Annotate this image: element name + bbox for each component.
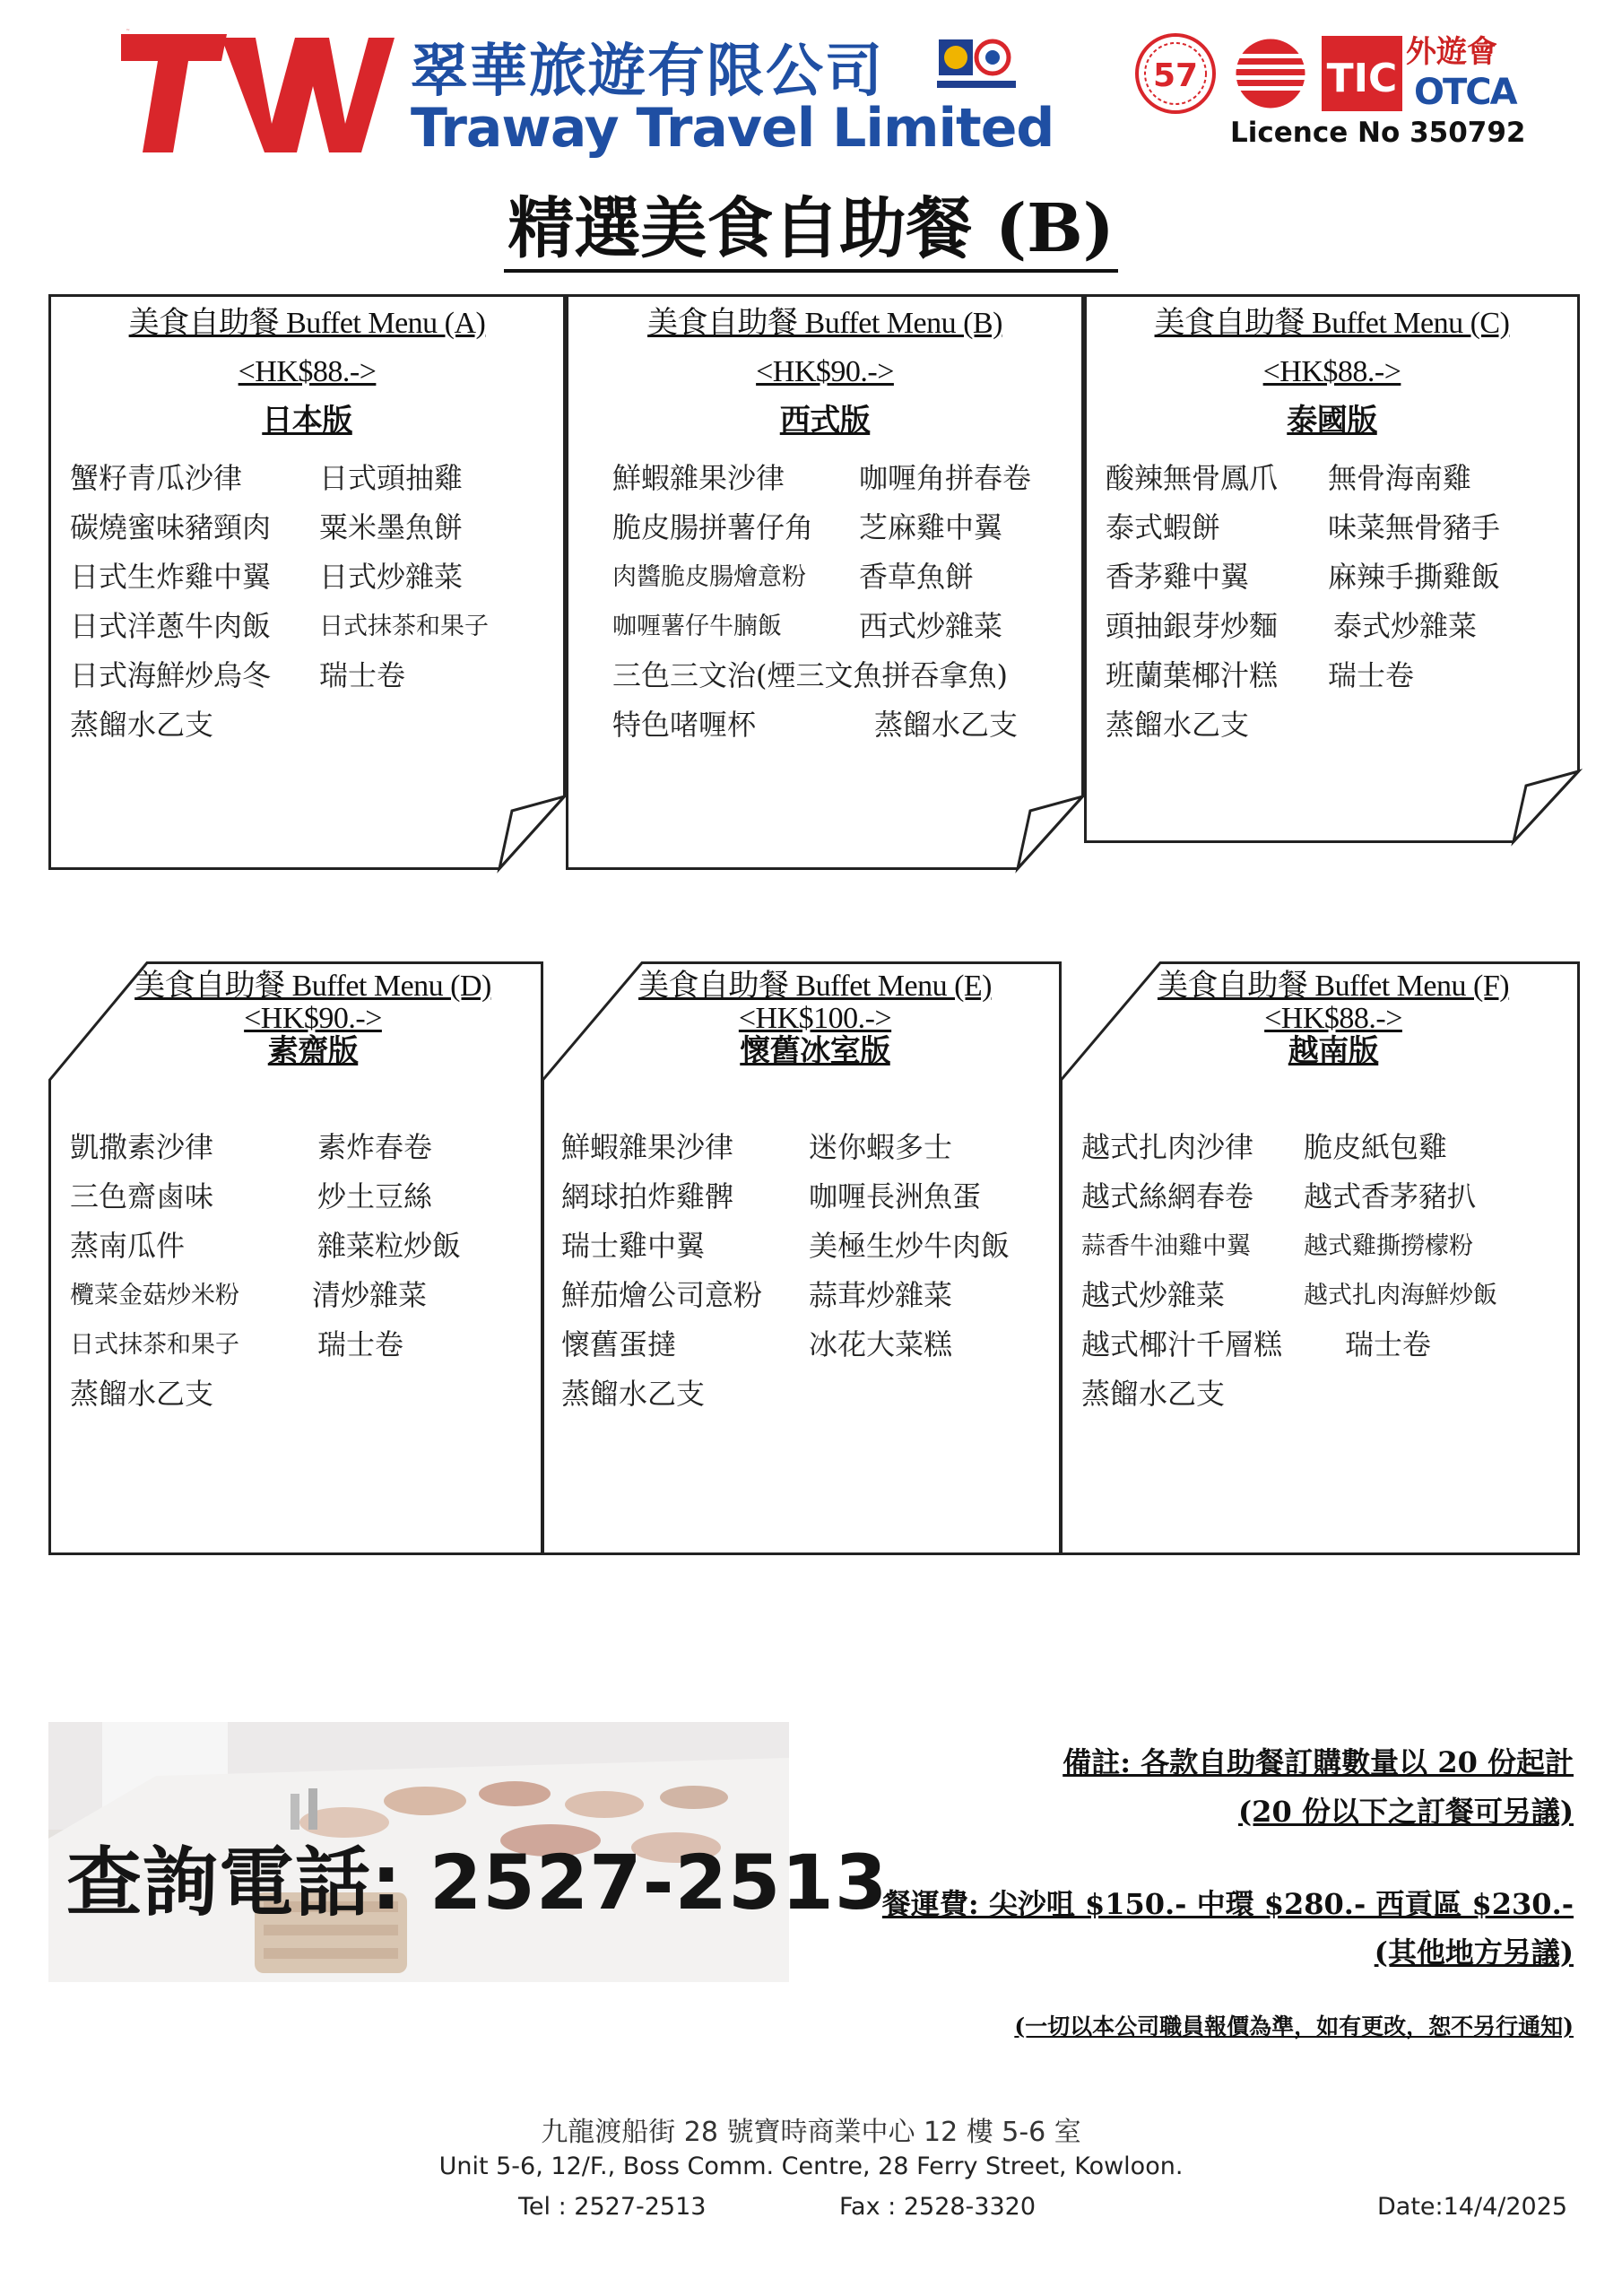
dish-item: 越式雞撕撈檬粉 [1304,1232,1473,1260]
menu-header [568,970,1062,1067]
dish-item: 日式炒雜菜 [319,560,464,594]
dish-item: 芝麻雞中翼 [859,510,1003,544]
dish-item: 三色三文治(煙三文魚拼吞拿魚) [612,658,1008,692]
dish-item: 蟹籽青瓜沙律 [70,461,243,495]
dish-item: 炒土豆絲 [317,1179,433,1213]
traway-logo [121,30,395,152]
dish-item: 香草魚餅 [859,560,975,594]
page-title: 精選美食自助餐 (B) [0,176,1622,271]
dish-item: 咖喱薯仔牛腩飯 [612,613,782,640]
dish-item: 雜菜粒炒飯 [317,1229,462,1263]
dish-item: 蒸餾水乙支 [70,1377,214,1411]
iso-certification-icon [937,36,1016,95]
menu-price: <HK$88.-> [238,355,377,388]
dish-item: 蒸南瓜件 [70,1229,186,1263]
dish-item: 瑞士卷 [1345,1327,1432,1361]
menu-version: 素齋版 [267,1033,359,1069]
dish-item: 越式椰汁千層糕 [1081,1327,1283,1361]
dish-item: 欖菜金菇炒米粉 [70,1282,239,1309]
menu-box-a [48,294,566,870]
dish-item: 越式扎肉沙律 [1081,1130,1254,1164]
dish-item: 肉醬脆皮腸燴意粉 [612,563,806,591]
dish-item: 瑞士雞中翼 [561,1229,706,1263]
dish-item: 鮮蝦雜果沙律 [612,461,785,495]
dish-item: 蒸餾水乙支 [561,1377,706,1411]
dish-item: 班蘭葉椰汁糕 [1106,658,1279,692]
dish-item: 碳燒蜜味豬頸肉 [70,510,272,544]
dish-item: 迷你蝦多士 [809,1130,953,1164]
dish-item: 懷舊蛋撻 [561,1327,677,1361]
enquiry-phone: 查詢電話: 2527-2513 [66,1839,889,1926]
dish-item: 三色齋鹵味 [70,1179,214,1213]
menu-name: 美食自助餐 Buffet Menu (B) [647,307,1002,340]
dish-item: 蒸餾水乙支 [70,708,214,742]
dish-item: 清炒雜菜 [312,1278,428,1312]
menu-version: 懷舊冰室版 [740,1033,890,1069]
menu-name: 美食自助餐 Buffet Menu (E) [638,970,992,1003]
dish-item: 西式炒雜菜 [859,609,1003,643]
enquiry-banner [48,1722,889,1982]
dish-item: 特色啫喱杯 [612,708,757,742]
dish-item: 日式頭抽雞 [319,461,464,495]
globe-icon [1231,34,1310,113]
menu-header [82,970,543,1067]
menu-version: 西式版 [779,403,871,439]
dish-item: 越式絲網春卷 [1081,1179,1254,1213]
dish-item: 粟米墨魚餅 [319,510,464,544]
menu-header [48,300,566,445]
dish-item: 麻辣手撕雞飯 [1328,560,1501,594]
dish-item: 日式生炸雞中翼 [70,560,272,594]
dish-item: 素炸春卷 [317,1130,433,1164]
menu-name: 美食自助餐 Buffet Menu (A) [128,307,486,340]
menu-header [566,300,1084,445]
dish-item: 美極生炒牛肉飯 [809,1229,1010,1263]
dish-item: 脆皮紙包雞 [1304,1130,1448,1164]
dish-item: 咖喱長洲魚蛋 [809,1179,982,1213]
dish-item: 瑞士卷 [317,1327,404,1361]
menu-price: <HK$90.-> [756,355,894,388]
dish-item: 蒸餾水乙支 [874,708,1019,742]
menu-header [1084,300,1580,445]
dish-item: 蒜香牛油雞中翼 [1081,1232,1251,1260]
licence-number: Licence No 350792 [1230,117,1526,149]
menu-box-f [1060,961,1580,1555]
otca-name-en: OTCA [1414,72,1516,113]
dish-item: 味菜無骨豬手 [1328,510,1501,544]
dish-item: 無骨海南雞 [1328,461,1472,495]
menu-version: 越南版 [1288,1033,1379,1069]
dish-item: 頭抽銀芽炒麵 [1106,609,1279,643]
menu-header [1087,970,1580,1067]
menu-name: 美食自助餐 Buffet Menu (D) [134,970,491,1003]
dish-item: 瑞士卷 [1328,658,1415,692]
company-name-en: Traway Travel Limited [411,97,1054,160]
menu-box-d [48,961,543,1555]
dish-item: 蒜茸炒雜菜 [809,1278,953,1312]
dish-item: 越式香茅豬扒 [1304,1179,1477,1213]
note-delivery-fee-sub: (其他地方另議) [1374,1935,1574,1970]
menu-version: 日本版 [262,403,352,439]
footer-tel: Tel : 2527-2513 [518,2193,707,2221]
footer-date: Date:14/4/2025 [1377,2193,1568,2221]
footer-address-cn: 九龍渡船街 28 號寶時商業中心 12 樓 5-6 室 [541,2117,1081,2148]
menu-name: 美食自助餐 Buffet Menu (F) [1157,970,1510,1003]
dish-item: 越式炒雜菜 [1081,1278,1226,1312]
note-delivery-fee: 餐運費: 尖沙咀 $150.- 中環 $280.- 西貢區 $230.- [881,1887,1574,1921]
anniversary-badge-icon [1134,32,1217,115]
menu-price: <HK$88.-> [1262,355,1401,388]
menu-name: 美食自助餐 Buffet Menu (C) [1154,307,1510,340]
dish-item: 日式抹茶和果子 [319,613,489,640]
tic-logo-icon [1322,36,1402,111]
menu-price: <HK$100.-> [738,1002,892,1035]
dish-item: 冰花大菜糕 [809,1327,953,1361]
footer-fax: Fax : 2528-3320 [839,2193,1037,2221]
dish-item: 香茅雞中翼 [1106,560,1250,594]
dish-item: 日式抹茶和果子 [70,1331,239,1359]
dish-item: 鮮蝦雜果沙律 [561,1130,734,1164]
logo-text: TW [126,30,130,31]
dish-item: 瑞士卷 [319,658,406,692]
dish-item: 泰式蝦餅 [1106,510,1221,544]
dish-item: 日式洋蔥牛肉飯 [70,609,272,643]
tic-text: TIC [1326,56,1398,101]
dish-item: 凱撒素沙律 [70,1130,214,1164]
note-minimum-order: 備註: 各款自助餐訂購數量以 20 份起計 [1063,1745,1574,1779]
company-name-cn: 翠華旅遊有限公司 [411,39,884,105]
menu-box-e [542,961,1062,1555]
anniversary-number: 57 [1152,57,1199,94]
note-minimum-order-sub: (20 份以下之訂餐可另議) [1238,1795,1574,1829]
dish-item: 越式扎肉海鮮炒飯 [1304,1282,1497,1309]
menu-price: <HK$88.-> [1264,1002,1402,1035]
dish-item: 蒸餾水乙支 [1081,1377,1226,1411]
dish-item: 日式海鮮炒烏冬 [70,658,272,692]
dish-item: 咖喱角拼春卷 [859,461,1032,495]
dish-item: 脆皮腸拼薯仔角 [612,510,814,544]
menu-box-c [1084,294,1580,843]
menu-price: <HK$90.-> [244,1002,382,1035]
otca-name-cn: 外遊會 [1406,34,1497,70]
menu-version: 泰國版 [1287,403,1377,439]
note-disclaimer: (一切以本公司職員報價為準，如有更改，恕不另行通知) [1014,2013,1574,2039]
dish-item: 鮮茄燴公司意粉 [561,1278,763,1312]
footer-address-en: Unit 5-6, 12/F., Boss Comm. Centre, 28 Ferry Street, Kowloon. [438,2152,1184,2180]
menu-box-b [566,294,1084,870]
dish-item: 泰式炒雜菜 [1333,609,1478,643]
dish-item: 酸辣無骨鳳爪 [1106,461,1279,495]
dish-item: 蒸餾水乙支 [1106,708,1250,742]
dish-item: 網球拍炸雞髀 [561,1179,734,1213]
